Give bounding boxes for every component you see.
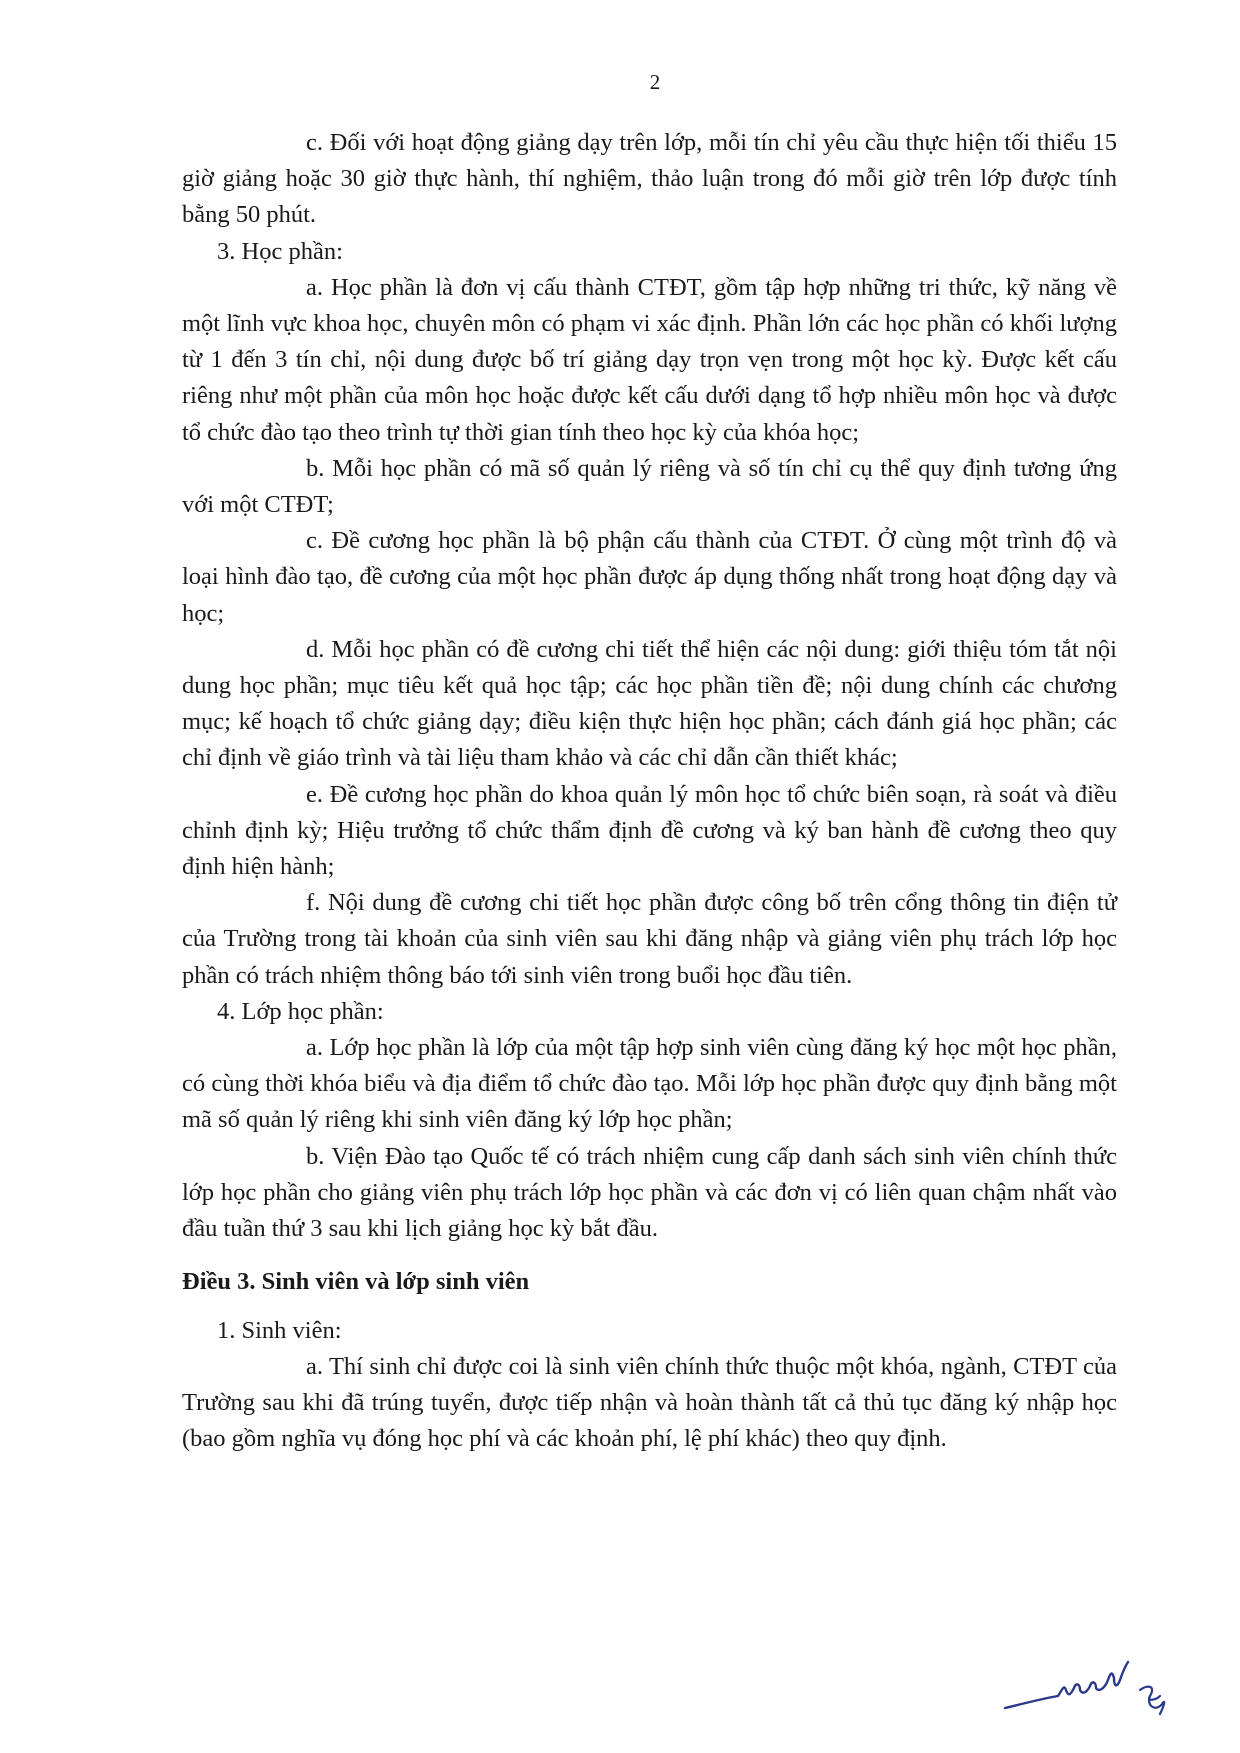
paragraph: f. Nội dung đề cương chi tiết học phần được công bố trên cổng thông tin điện tử của Trường trong tài khoản của sinh viên sau khi đăng nhập và giảng viên phụ trách lớp học phần có trách nhiệm thông báo tới sinh viên trong buổi học đầu tiên. — [182, 889, 1117, 989]
paragraph: b. Viện Đào tạo Quốc tế có trách nhiệm cung cấp danh sách sinh viên chính thức lớp học phần cho giảng viên phụ trách lớp học phần và các đơn vị có liên quan chậm nhất vào đầu tuần thứ 3 sau khi lịch giảng học kỳ bắt đầu. — [182, 1142, 1117, 1243]
paragraph: c. Đối với hoạt động giảng dạy trên lớp, mỗi tín chỉ yêu cầu thực hiện tối thiểu 15 giờ giảng hoặc 30 giờ thực hành, thí nghiệm, thảo luận trong đó mỗi giờ trên lớp được tính bằng 50 phút. — [182, 129, 1117, 229]
document-body — [182, 125, 1117, 1457]
section-item: 4. Lớp học phần: — [217, 997, 384, 1025]
page-number: 2 — [649, 70, 661, 94]
initials-signature — [1000, 1650, 1200, 1745]
paragraph: d. Mỗi học phần có đề cương chi tiết thể hiện các nội dung: giới thiệu tóm tắt nội dung học phần; mục tiêu kết quả học tập; các học phần tiền đề; nội dung chính các chương mục; kế hoạch tổ chức giảng dạy; điều kiện thực hiện học phần; cách đánh giá học phần; các chỉ định về giáo trình và tài liệu tham khảo và các chỉ dẫn cần thiết khác; — [182, 635, 1117, 772]
paragraph: c. Đề cương học phần là bộ phận cấu thành của CTĐT. Ở cùng một trình độ và loại hình đào tạo, đề cương của một học phần được áp dụng thống nhất trong hoạt động dạy và học; — [182, 527, 1117, 627]
section-item: 1. Sinh viên: — [217, 1316, 342, 1344]
paragraph: a. Thí sinh chỉ được coi là sinh viên chính thức thuộc một khóa, ngành, CTĐT của Trường sau khi đã trúng tuyển, được tiếp nhận và hoàn thành tất cả thủ tục đăng ký nhập học (bao gồm nghĩa vụ đóng học phí và các khoản phí, lệ phí khác) theo quy định. — [182, 1352, 1117, 1453]
paragraph: e. Đề cương học phần do khoa quản lý môn học tổ chức biên soạn, rà soát và điều chỉnh định kỳ; Hiệu trưởng tổ chức thẩm định đề cương và ký ban hành đề cương theo quy định hiện hành; — [182, 780, 1117, 881]
paragraph: a. Học phần là đơn vị cấu thành CTĐT, gồm tập hợp những tri thức, kỹ năng về một lĩnh vực khoa học, chuyên môn có phạm vi xác định. Phần lớn các học phần có khối lượng từ 1 đến 3 tín chỉ, nội dung được bố trí giảng dạy trọn vẹn trong một học kỳ. Được kết cấu riêng như một phần của môn học hoặc được kết cấu dưới dạng tổ hợp nhiều môn học và được tổ chức đào tạo theo trình tự thời gian tính theo học kỳ của khóa học; — [182, 273, 1117, 446]
article-heading: Điều 3. Sinh viên và lớp sinh viên — [182, 1268, 530, 1296]
paragraph: b. Mỗi học phần có mã số quản lý riêng và số tín chỉ cụ thể quy định tương ứng với một CTĐT; — [182, 454, 1117, 519]
paragraph: a. Lớp học phần là lớp của một tập hợp sinh viên cùng đăng ký học một học phần, có cùng thời khóa biểu và địa điểm tổ chức đào tạo. Mỗi lớp học phần được quy định bằng một mã số quản lý riêng khi sinh viên đăng ký lớp học phần; — [182, 1034, 1117, 1134]
section-item: 3. Học phần: — [217, 237, 343, 265]
